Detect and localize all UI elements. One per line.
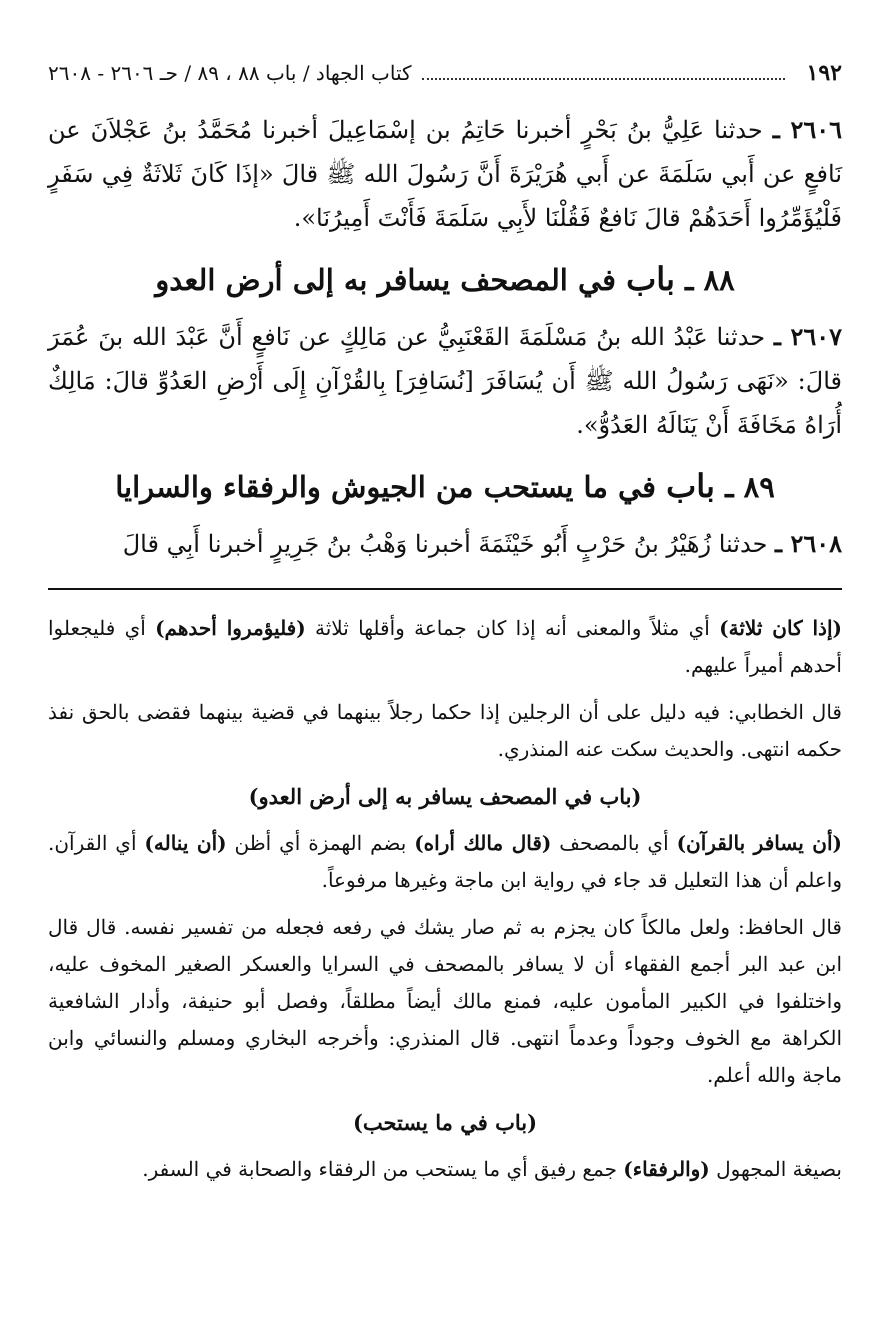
hadith-number: ٢٦٠٧ ـ — [773, 322, 842, 351]
hadith-2608 — [48, 522, 842, 566]
note-text: أي بالمصحف — [551, 831, 677, 855]
note-keyword: (إذا كان ثلاثة) — [719, 616, 842, 640]
note-text: جمع رفيق أي ما يستحب من الرفقاء والصحابة في السفر. — [142, 1157, 624, 1181]
chapter-bab-word: باب — [666, 467, 715, 505]
note-paragraph-1 — [48, 610, 842, 684]
footnote-divider — [48, 588, 842, 590]
chapter-number: ٨٩ ـ — [725, 470, 775, 504]
hadith-body: حدثنا عَبْدُ الله بنُ مَسْلَمَةَ القَعْنَبِيُّ عن مَالِكٍ عن نَافعٍ أَنَّ عَبْدَ الله بنَ عُمَرَ قالَ: «نَهَى رَسُولُ الله ﷺ أَن يُسَافَرَ [نُسَافِرَ] بِالقُرْآنِ إِلَى أَرْضِ العَدُوِّ قالَ: مَالِكٌ أُرَاهُ مَخَافَةَ أَنْ يَنَالَهُ العَدُوُّ». — [48, 323, 842, 439]
commentary-section — [48, 610, 842, 1188]
running-title: كتاب الجهاد / باب ٨٨ ، ٨٩ / حـ ٢٦٠٦ - ٢٦٠٨ — [48, 61, 412, 85]
note-heading-1: (باب في المصحف يسافر به إلى أرض العدو) — [248, 784, 642, 809]
note-paragraph-2: قال الخطابي: فيه دليل على أن الرجلين إذا حكما رجلاً بينهما في قضية بينهما فقضى بالحق نفذ حكمه انتهى. والحديث سكت عنه المنذري. — [48, 700, 842, 761]
hadith-2607 — [48, 315, 842, 447]
note-text: بضم الهمزة أي أظن — [226, 831, 415, 855]
hadith-2606 — [48, 108, 842, 240]
note-paragraph-4: قال الحافظ: ولعل مالكاً كان يجزم به ثم صار يشك في رفعه فجعله من تفسير نفسه. قال قال ابن عبد البر أجمع الفقهاء أن لا يسافر بالمصحف في السرايا والعسكر الصغير المخوف عليه، واختلفوا في الكبير المأمون عليه، فمنع مالك أيضاً مطلقاً، وفصل أبو حنيفة، وأدار الشافعية الكراهة مع الخوف وجوداً وعدماً انتهى. قال المنذري: وأخرجه البخاري ومسلم والنسائي وابن ماجة والله أعلم. — [48, 915, 843, 1087]
hadith-number: ٢٦٠٨ ـ — [775, 529, 842, 558]
page-header — [48, 60, 842, 96]
page-number: ١٩٢ — [806, 60, 842, 86]
hadith-number: ٢٦٠٦ ـ — [772, 115, 842, 144]
note-paragraph-3 — [48, 825, 842, 899]
note-keyword: (أن يسافر بالقرآن) — [676, 831, 842, 855]
hadith-body: حدثنا زُهَيْرُ بنُ حَرْبٍ أَبُو خَيْثَمَةَ أخبرنا وَهْبُ بنُ جَرِيرٍ أخبرنا أَبِي قالَ — [122, 530, 768, 558]
note-heading-2: (باب في ما يستحب) — [352, 1110, 538, 1135]
chapter-title: في ما يستحب من الجيوش والرفقاء والسرايا — [115, 470, 657, 504]
chapter-bab-word: باب — [626, 260, 675, 298]
note-text: أي مثلاً والمعنى أنه إذا كان جماعة وأقلها ثلاثة — [305, 616, 720, 640]
hadith-text-section — [48, 108, 842, 566]
note-keyword: (أن يناله) — [144, 831, 227, 855]
note-text: أي فليجعلوا أحدهم أميراً عليهم. — [48, 616, 842, 677]
note-keyword: (فليؤمروا أحدهم) — [155, 616, 306, 640]
chapter-89-heading — [48, 461, 842, 512]
note-paragraph-5 — [48, 1151, 842, 1188]
chapter-number: ٨٨ ـ — [684, 263, 735, 297]
chapter-title: في المصحف يسافر به إلى أرض العدو — [155, 263, 616, 297]
hadith-body: حدثنا عَلِيُّ بنُ بَحْرٍ أخبرنا حَاتِمُ بن إسْمَاعِيلَ أخبرنا مُحَمَّدُ بنُ عَجْلاَنَ عن نَافعٍ عن أَبي سَلَمَةَ عن أَبي هُرَيْرَةَ أَنَّ رَسُولَ الله ﷺ قالَ «إذَا كَانَ ثَلاثَةٌ فِي سَفَرٍ فَلْيُؤَمِّرُوا أَحَدَهُمْ قالَ نَافعٌ فَقُلْنَا لأَبِي سَلَمَةَ فَأَنْتَ أَمِيرُنَا». — [48, 116, 842, 232]
note-text: أي القرآن. واعلم أن هذا التعليل قد جاء في رواية ابن ماجة وغيرها مرفوعاً. — [48, 831, 842, 892]
header-dotted-leader — [422, 78, 785, 80]
note-keyword: (والرفقاء) — [623, 1157, 710, 1181]
note-text: بصيغة المجهول — [709, 1157, 842, 1181]
note-keyword: (قال مالك أراه) — [414, 831, 552, 855]
chapter-88-heading — [48, 254, 842, 305]
